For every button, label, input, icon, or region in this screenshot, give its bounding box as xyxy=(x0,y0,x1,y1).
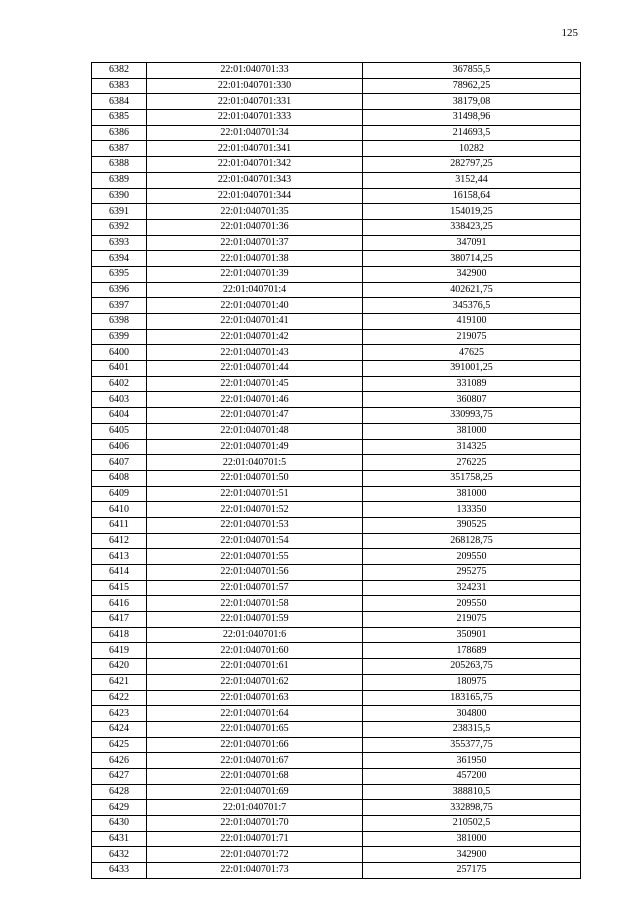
cadastral-number-cell: 22:01:040701:6 xyxy=(147,627,363,643)
row-number-cell: 6417 xyxy=(92,612,147,628)
table-row xyxy=(92,831,581,847)
row-number-cell: 6406 xyxy=(92,439,147,455)
value-cell: 314325 xyxy=(363,439,581,455)
cadastral-number-cell: 22:01:040701:45 xyxy=(147,376,363,392)
cadastral-number-cell: 22:01:040701:54 xyxy=(147,533,363,549)
cadastral-number-cell: 22:01:040701:344 xyxy=(147,188,363,204)
cadastral-number-cell: 22:01:040701:63 xyxy=(147,690,363,706)
table-row xyxy=(92,78,581,94)
table-row xyxy=(92,596,581,612)
table-row xyxy=(92,627,581,643)
value-cell: 183165,75 xyxy=(363,690,581,706)
value-cell: 457200 xyxy=(363,768,581,784)
row-number-cell: 6404 xyxy=(92,408,147,424)
value-cell: 178689 xyxy=(363,643,581,659)
table-row xyxy=(92,643,581,659)
table-row xyxy=(92,502,581,518)
cadastral-number-cell: 22:01:040701:40 xyxy=(147,298,363,314)
cadastral-number-cell: 22:01:040701:65 xyxy=(147,721,363,737)
table-row xyxy=(92,314,581,330)
row-number-cell: 6422 xyxy=(92,690,147,706)
table-row xyxy=(92,329,581,345)
cadastral-number-cell: 22:01:040701:47 xyxy=(147,408,363,424)
value-cell: 351758,25 xyxy=(363,470,581,486)
table-row xyxy=(92,690,581,706)
table-row xyxy=(92,94,581,110)
cadastral-number-cell: 22:01:040701:341 xyxy=(147,141,363,157)
table-row xyxy=(92,737,581,753)
value-cell: 31498,96 xyxy=(363,110,581,126)
table-row xyxy=(92,847,581,863)
value-cell: 361950 xyxy=(363,753,581,769)
row-number-cell: 6426 xyxy=(92,753,147,769)
row-number-cell: 6389 xyxy=(92,172,147,188)
value-cell: 402621,75 xyxy=(363,282,581,298)
cadastral-table xyxy=(91,62,581,879)
value-cell: 38179,08 xyxy=(363,94,581,110)
cadastral-number-cell: 22:01:040701:5 xyxy=(147,455,363,471)
table-row xyxy=(92,549,581,565)
cadastral-number-cell: 22:01:040701:44 xyxy=(147,361,363,377)
value-cell: 47625 xyxy=(363,345,581,361)
value-cell: 350901 xyxy=(363,627,581,643)
row-number-cell: 6392 xyxy=(92,219,147,235)
row-number-cell: 6430 xyxy=(92,816,147,832)
row-number-cell: 6395 xyxy=(92,266,147,282)
cadastral-number-cell: 22:01:040701:38 xyxy=(147,251,363,267)
value-cell: 391001,25 xyxy=(363,361,581,377)
table-row xyxy=(92,361,581,377)
row-number-cell: 6429 xyxy=(92,800,147,816)
value-cell: 219075 xyxy=(363,612,581,628)
cadastral-number-cell: 22:01:040701:61 xyxy=(147,659,363,675)
value-cell: 276225 xyxy=(363,455,581,471)
table-row xyxy=(92,392,581,408)
row-number-cell: 6386 xyxy=(92,125,147,141)
value-cell: 324231 xyxy=(363,580,581,596)
row-number-cell: 6390 xyxy=(92,188,147,204)
value-cell: 16158,64 xyxy=(363,188,581,204)
cadastral-number-cell: 22:01:040701:73 xyxy=(147,863,363,879)
row-number-cell: 6424 xyxy=(92,721,147,737)
value-cell: 381000 xyxy=(363,486,581,502)
row-number-cell: 6416 xyxy=(92,596,147,612)
value-cell: 360807 xyxy=(363,392,581,408)
table-row xyxy=(92,110,581,126)
value-cell: 345376,5 xyxy=(363,298,581,314)
value-cell: 419100 xyxy=(363,314,581,330)
row-number-cell: 6384 xyxy=(92,94,147,110)
cadastral-number-cell: 22:01:040701:55 xyxy=(147,549,363,565)
table-body xyxy=(92,63,581,879)
table-row xyxy=(92,706,581,722)
cadastral-number-cell: 22:01:040701:66 xyxy=(147,737,363,753)
cadastral-number-cell: 22:01:040701:57 xyxy=(147,580,363,596)
cadastral-number-cell: 22:01:040701:4 xyxy=(147,282,363,298)
value-cell: 332898,75 xyxy=(363,800,581,816)
row-number-cell: 6388 xyxy=(92,157,147,173)
cadastral-number-cell: 22:01:040701:39 xyxy=(147,266,363,282)
value-cell: 342900 xyxy=(363,847,581,863)
table-row xyxy=(92,816,581,832)
table-row xyxy=(92,157,581,173)
cadastral-number-cell: 22:01:040701:64 xyxy=(147,706,363,722)
row-number-cell: 6425 xyxy=(92,737,147,753)
row-number-cell: 6402 xyxy=(92,376,147,392)
cadastral-number-cell: 22:01:040701:46 xyxy=(147,392,363,408)
row-number-cell: 6418 xyxy=(92,627,147,643)
row-number-cell: 6383 xyxy=(92,78,147,94)
table-row xyxy=(92,753,581,769)
value-cell: 342900 xyxy=(363,266,581,282)
table-row xyxy=(92,172,581,188)
row-number-cell: 6412 xyxy=(92,533,147,549)
table-row xyxy=(92,188,581,204)
cadastral-number-cell: 22:01:040701:330 xyxy=(147,78,363,94)
cadastral-number-cell: 22:01:040701:41 xyxy=(147,314,363,330)
cadastral-number-cell: 22:01:040701:69 xyxy=(147,784,363,800)
value-cell: 133350 xyxy=(363,502,581,518)
table-row xyxy=(92,721,581,737)
table-row xyxy=(92,251,581,267)
value-cell: 304800 xyxy=(363,706,581,722)
row-number-cell: 6413 xyxy=(92,549,147,565)
table-row xyxy=(92,345,581,361)
row-number-cell: 6401 xyxy=(92,361,147,377)
value-cell: 209550 xyxy=(363,596,581,612)
row-number-cell: 6421 xyxy=(92,674,147,690)
row-number-cell: 6403 xyxy=(92,392,147,408)
cadastral-number-cell: 22:01:040701:49 xyxy=(147,439,363,455)
row-number-cell: 6382 xyxy=(92,63,147,79)
cadastral-number-cell: 22:01:040701:7 xyxy=(147,800,363,816)
row-number-cell: 6428 xyxy=(92,784,147,800)
value-cell: 10282 xyxy=(363,141,581,157)
value-cell: 330993,75 xyxy=(363,408,581,424)
cadastral-number-cell: 22:01:040701:62 xyxy=(147,674,363,690)
value-cell: 214693,5 xyxy=(363,125,581,141)
cadastral-number-cell: 22:01:040701:70 xyxy=(147,816,363,832)
row-number-cell: 6405 xyxy=(92,423,147,439)
value-cell: 3152,44 xyxy=(363,172,581,188)
value-cell: 347091 xyxy=(363,235,581,251)
row-number-cell: 6396 xyxy=(92,282,147,298)
value-cell: 282797,25 xyxy=(363,157,581,173)
cadastral-number-cell: 22:01:040701:333 xyxy=(147,110,363,126)
value-cell: 78962,25 xyxy=(363,78,581,94)
table-row xyxy=(92,784,581,800)
table-row xyxy=(92,376,581,392)
table-row xyxy=(92,63,581,79)
row-number-cell: 6427 xyxy=(92,768,147,784)
table-row xyxy=(92,612,581,628)
value-cell: 390525 xyxy=(363,517,581,533)
cadastral-number-cell: 22:01:040701:37 xyxy=(147,235,363,251)
value-cell: 180975 xyxy=(363,674,581,690)
row-number-cell: 6423 xyxy=(92,706,147,722)
table-row xyxy=(92,486,581,502)
row-number-cell: 6398 xyxy=(92,314,147,330)
cadastral-number-cell: 22:01:040701:343 xyxy=(147,172,363,188)
value-cell: 367855,5 xyxy=(363,63,581,79)
row-number-cell: 6431 xyxy=(92,831,147,847)
value-cell: 381000 xyxy=(363,831,581,847)
cadastral-number-cell: 22:01:040701:58 xyxy=(147,596,363,612)
value-cell: 210502,5 xyxy=(363,816,581,832)
table-row xyxy=(92,423,581,439)
value-cell: 268128,75 xyxy=(363,533,581,549)
row-number-cell: 6414 xyxy=(92,565,147,581)
table-row xyxy=(92,266,581,282)
value-cell: 295275 xyxy=(363,565,581,581)
cadastral-number-cell: 22:01:040701:35 xyxy=(147,204,363,220)
value-cell: 355377,75 xyxy=(363,737,581,753)
row-number-cell: 6419 xyxy=(92,643,147,659)
table-row xyxy=(92,204,581,220)
cadastral-number-cell: 22:01:040701:68 xyxy=(147,768,363,784)
value-cell: 238315,5 xyxy=(363,721,581,737)
table-row xyxy=(92,800,581,816)
page-number: 125 xyxy=(561,27,578,39)
value-cell: 205263,75 xyxy=(363,659,581,675)
cadastral-number-cell: 22:01:040701:331 xyxy=(147,94,363,110)
value-cell: 338423,25 xyxy=(363,219,581,235)
cadastral-number-cell: 22:01:040701:59 xyxy=(147,612,363,628)
cadastral-number-cell: 22:01:040701:60 xyxy=(147,643,363,659)
cadastral-number-cell: 22:01:040701:34 xyxy=(147,125,363,141)
cadastral-number-cell: 22:01:040701:72 xyxy=(147,847,363,863)
cadastral-number-cell: 22:01:040701:50 xyxy=(147,470,363,486)
row-number-cell: 6399 xyxy=(92,329,147,345)
table-row xyxy=(92,768,581,784)
cadastral-number-cell: 22:01:040701:48 xyxy=(147,423,363,439)
table-row xyxy=(92,455,581,471)
value-cell: 388810,5 xyxy=(363,784,581,800)
table-row xyxy=(92,470,581,486)
cadastral-number-cell: 22:01:040701:53 xyxy=(147,517,363,533)
table-row xyxy=(92,674,581,690)
value-cell: 219075 xyxy=(363,329,581,345)
table-row xyxy=(92,565,581,581)
table-row xyxy=(92,659,581,675)
table-row xyxy=(92,282,581,298)
row-number-cell: 6432 xyxy=(92,847,147,863)
row-number-cell: 6409 xyxy=(92,486,147,502)
table-row xyxy=(92,580,581,596)
row-number-cell: 6410 xyxy=(92,502,147,518)
value-cell: 154019,25 xyxy=(363,204,581,220)
cadastral-number-cell: 22:01:040701:36 xyxy=(147,219,363,235)
cadastral-number-cell: 22:01:040701:52 xyxy=(147,502,363,518)
row-number-cell: 6433 xyxy=(92,863,147,879)
cadastral-number-cell: 22:01:040701:342 xyxy=(147,157,363,173)
row-number-cell: 6391 xyxy=(92,204,147,220)
value-cell: 380714,25 xyxy=(363,251,581,267)
row-number-cell: 6420 xyxy=(92,659,147,675)
table-row xyxy=(92,219,581,235)
table-row xyxy=(92,235,581,251)
table-row xyxy=(92,533,581,549)
cadastral-number-cell: 22:01:040701:33 xyxy=(147,63,363,79)
table-row xyxy=(92,298,581,314)
cadastral-number-cell: 22:01:040701:56 xyxy=(147,565,363,581)
cadastral-number-cell: 22:01:040701:42 xyxy=(147,329,363,345)
table-row xyxy=(92,863,581,879)
value-cell: 209550 xyxy=(363,549,581,565)
cadastral-number-cell: 22:01:040701:43 xyxy=(147,345,363,361)
table-row xyxy=(92,125,581,141)
row-number-cell: 6408 xyxy=(92,470,147,486)
row-number-cell: 6394 xyxy=(92,251,147,267)
value-cell: 381000 xyxy=(363,423,581,439)
row-number-cell: 6393 xyxy=(92,235,147,251)
cadastral-number-cell: 22:01:040701:71 xyxy=(147,831,363,847)
row-number-cell: 6411 xyxy=(92,517,147,533)
cadastral-number-cell: 22:01:040701:51 xyxy=(147,486,363,502)
table-row xyxy=(92,408,581,424)
table-row xyxy=(92,517,581,533)
row-number-cell: 6385 xyxy=(92,110,147,126)
row-number-cell: 6397 xyxy=(92,298,147,314)
row-number-cell: 6415 xyxy=(92,580,147,596)
value-cell: 257175 xyxy=(363,863,581,879)
cadastral-number-cell: 22:01:040701:67 xyxy=(147,753,363,769)
table-row xyxy=(92,439,581,455)
row-number-cell: 6387 xyxy=(92,141,147,157)
table-row xyxy=(92,141,581,157)
value-cell: 331089 xyxy=(363,376,581,392)
row-number-cell: 6400 xyxy=(92,345,147,361)
row-number-cell: 6407 xyxy=(92,455,147,471)
